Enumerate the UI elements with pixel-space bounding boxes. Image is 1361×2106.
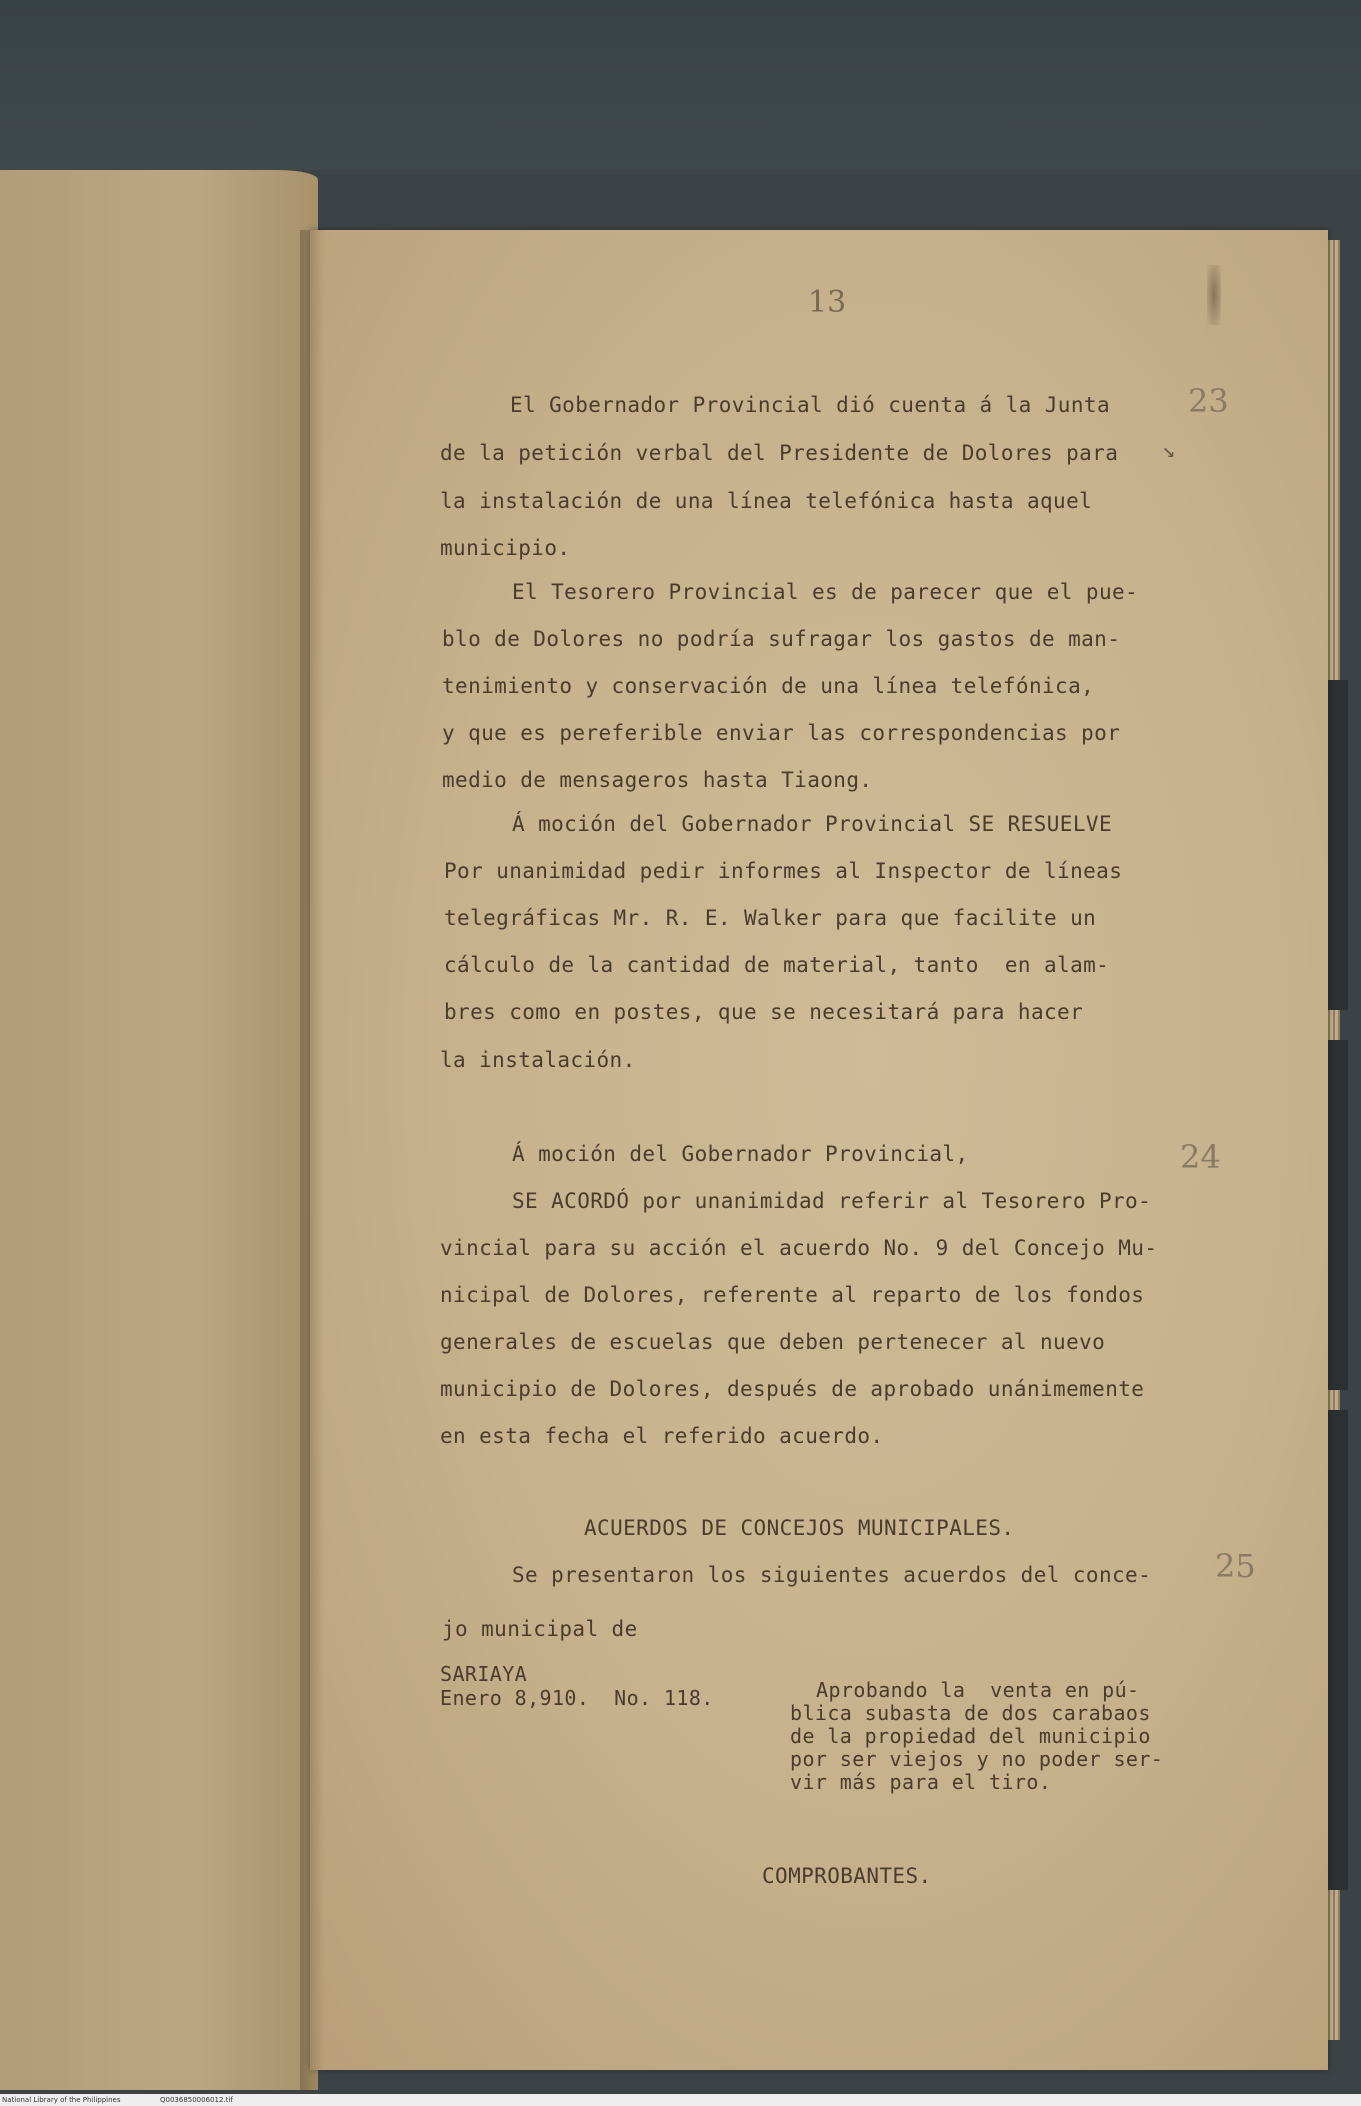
text-line: bres como en postes, que se necesitará para hacer [444, 1000, 1084, 1024]
record-text: de la propiedad del municipio [790, 1724, 1151, 1748]
text-line: en esta fecha el referido acuerdo. [440, 1424, 884, 1448]
text-line: municipio. [440, 536, 571, 560]
text-line: Por unanimidad pedir informes al Inspector de líneas [444, 859, 1123, 883]
text-line: Se presentaron los siguientes acuerdos del conce- [512, 1563, 1152, 1587]
ink-smudge [1207, 265, 1221, 325]
binder-tab [1326, 1040, 1348, 1390]
text-line: jo municipal de [442, 1617, 638, 1641]
section-heading: COMPROBANTES. [762, 1864, 932, 1888]
text-line: la instalación. [440, 1048, 636, 1072]
record-text: blica subasta de dos carabaos [790, 1701, 1151, 1725]
text-line: nicipal de Dolores, referente al reparto de los fondos [440, 1283, 1145, 1307]
margin-number: 24 [1180, 1138, 1221, 1176]
text-line: telegráficas Mr. R. E. Walker para que facilite un [444, 906, 1097, 930]
record-text: Aprobando la venta en pú- [816, 1678, 1140, 1702]
text-line: y que es pereferible enviar las correspondencias por [442, 721, 1121, 745]
binder-tab [1326, 680, 1348, 1010]
left-page [0, 170, 318, 2090]
text-line: El Tesorero Provincial es de parecer que el pue- [512, 580, 1139, 604]
text-line: Á moción del Gobernador Provincial, [512, 1142, 969, 1166]
text-line: blo de Dolores no podría sufragar los gastos de man- [442, 627, 1121, 651]
text-line: de la petición verbal del Presidente de Dolores para [440, 441, 1119, 465]
text-line: vincial para su acción el acuerdo No. 9 del Concejo Mu- [440, 1236, 1158, 1260]
text-line: tenimiento y conservación de una línea telefónica, [442, 674, 1095, 698]
record-date: Enero 8,910. No. 118. [440, 1686, 714, 1710]
scan-footer [0, 2094, 1361, 2106]
text-line: SE ACORDÓ por unanimidad referir al Tesorero Pro- [512, 1189, 1152, 1213]
text-line: medio de mensageros hasta Tiaong. [442, 768, 873, 792]
text-line: cálculo de la cantidad de material, tanto en alam- [444, 953, 1110, 977]
section-heading: ACUERDOS DE CONCEJOS MUNICIPALES. [584, 1516, 1015, 1540]
text-line: municipio de Dolores, después de aprobado unánimemente [440, 1377, 1145, 1401]
margin-mark: ↘ [1162, 438, 1176, 463]
book-gutter [300, 230, 324, 2090]
text-line: El Gobernador Provincial dió cuenta á la Junta [510, 393, 1110, 417]
scan-footer-left: National Library of the Philippines [2, 2096, 121, 2104]
text-line: generales de escuelas que deben pertenecer al nuevo [440, 1330, 1106, 1354]
margin-number: 23 [1188, 382, 1229, 420]
record-text: por ser viejos y no poder ser- [790, 1747, 1164, 1771]
scan-background [0, 0, 1361, 170]
record-town: SARIAYA [440, 1662, 528, 1686]
page-number: 13 [808, 285, 847, 320]
record-text: vir más para el tiro. [790, 1770, 1052, 1794]
text-line: la instalación de una línea telefónica hasta aquel [440, 489, 1093, 513]
scan-footer-right: Q0036850006012.tif [160, 2096, 233, 2104]
margin-number: 25 [1215, 1547, 1256, 1585]
binder-tab [1326, 1410, 1348, 1890]
text-line: Á moción del Gobernador Provincial SE RESUELVE [512, 812, 1112, 836]
